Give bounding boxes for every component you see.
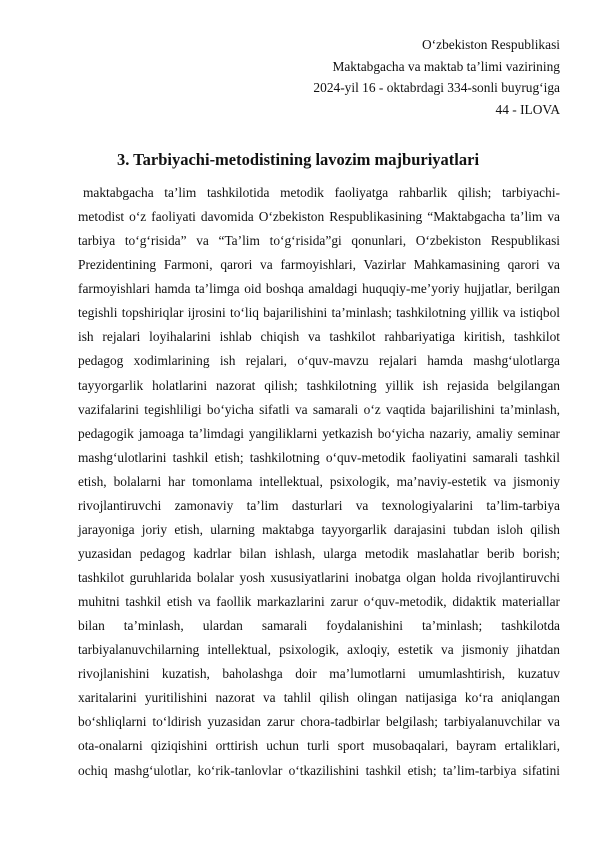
header-line-order: 2024-yil 16 - oktabrdagi 334-sonli buyrug‘iga: [313, 80, 560, 96]
document-body: [78, 181, 560, 783]
body-line: etish, bolalarni har tomonlama intellektual, psixologik, ma’naviy-estetik va jismoniy: [78, 473, 560, 489]
body-line: ish rejalari loyihalarini ishlab chiqish va tashkilot rahbariyatiga kiritish, tashkilot: [78, 329, 560, 345]
header-line-republic: O‘zbekiston Respublikasi: [422, 37, 560, 52]
header-line-ministry: Maktabgacha va maktab ta’limi vazirining: [332, 58, 560, 74]
body-line: tegishli topshiriqlar ijrosini to‘liq bajarilishini ta’minlash; tashkilotning yillik va istiqbol: [78, 305, 560, 321]
body-line: ochiq mashg‘ulotlar, ko‘rik-tanlovlar o‘tkazilishini tashkil etish; ta’lim-tarbiya sifatini: [78, 762, 560, 778]
body-line: muhitni tashkil etish va faollik markazlarini zarur o‘quv-metodik, didaktik materiallar: [78, 594, 560, 610]
body-line: tashkilot guruhlarida bolalar yosh xususiyatlarini inobatga olgan holda rivojlantiruvchi: [78, 570, 560, 585]
body-line: vazifalarini tegishliligi bo‘yicha sifatli va samarali o‘z vaqtida bajarilishini ta’minlash,: [78, 401, 560, 417]
approval-header: [313, 34, 560, 120]
body-line: pedagog xodimlarining ish rejalari, o‘quv-mavzu rejalari hamda mashg‘ulotlarga: [78, 353, 560, 369]
body-line: yuzasidan pedagog kadrlar bilan ishlash, ularga metodik maslahatlar berib borish;: [78, 545, 560, 561]
body-line: ota-onalarni qiziqishini orttirish uchun turli sport musobaqalari, bayram ertaliklari,: [78, 738, 560, 754]
body-line: Prezidentining Farmoni, qarori va farmoyishlari, Vazirlar Mahkamasining qarori va: [78, 257, 560, 273]
body-line: mashg‘ulotlarini tashkil etish; tashkilotning o‘quv-metodik faoliyatini samarali tashkil: [78, 449, 560, 465]
body-line: bo‘shliqlarni to‘ldirish yuzasidan zarur chora-tadbirlar belgilash; tarbiyalanuvchilar va: [78, 714, 560, 730]
document-title: 3. Tarbiyachi-metodistining lavozim majburiyatlari: [116, 150, 480, 169]
body-line: rivojlanishini kuzatish, baholashga doir ma’lumotlarni umumlashtirish, kuzatuv: [78, 666, 560, 682]
body-line: metodist o‘z faoliyati davomida O‘zbekiston Respublikasining “Maktabgacha ta’lim va: [78, 209, 560, 225]
header-line-appendix: 44 - ILOVA: [495, 101, 560, 117]
body-line: xaritalarini yuritilishini nazorat va tahlil qilish olingan natijasiga ko‘ra aniqlangan: [78, 690, 560, 706]
body-line: tarbiyalanuvchilarning intellektual, psixologik, axloqiy, estetik va jismoniy jihatdan: [78, 642, 560, 658]
body-line: tarbiya to‘g‘risida” va “Ta’lim to‘g‘risida”gi qonunlari, O‘zbekiston Respublikasi: [78, 233, 560, 249]
body-line: tayyorgarlik holatlarini nazorat qilish; tashkilotning yillik ish rejasida belgilangan: [78, 377, 560, 393]
body-line: rivojlantiruvchi zamonaviy ta’lim dasturlari va texnologiyalarini ta’lim-tarbiya: [78, 497, 560, 513]
body-line: maktabgacha ta’lim tashkilotida metodik faoliyatga rahbarlik qilish; tarbiyachi-: [83, 185, 560, 200]
body-line: pedagogik jamoaga ta’limdagi yangiliklarni yetkazish bo‘yicha nazariy, amaliy seminar: [78, 425, 560, 441]
body-line: bilan ta’minlash, ulardan samarali foydalanishini ta’minlash; tashkilotda: [78, 618, 560, 634]
body-line: jarayoniga joriy etish, ularning maktabga tayyorgarlik darajasini tubdan isloh qilish: [78, 521, 560, 537]
body-line: farmoyishlari hamda ta’limga oid boshqa amaldagi huquqiy-me’yoriy hujjatlar, berilgan: [78, 281, 560, 297]
